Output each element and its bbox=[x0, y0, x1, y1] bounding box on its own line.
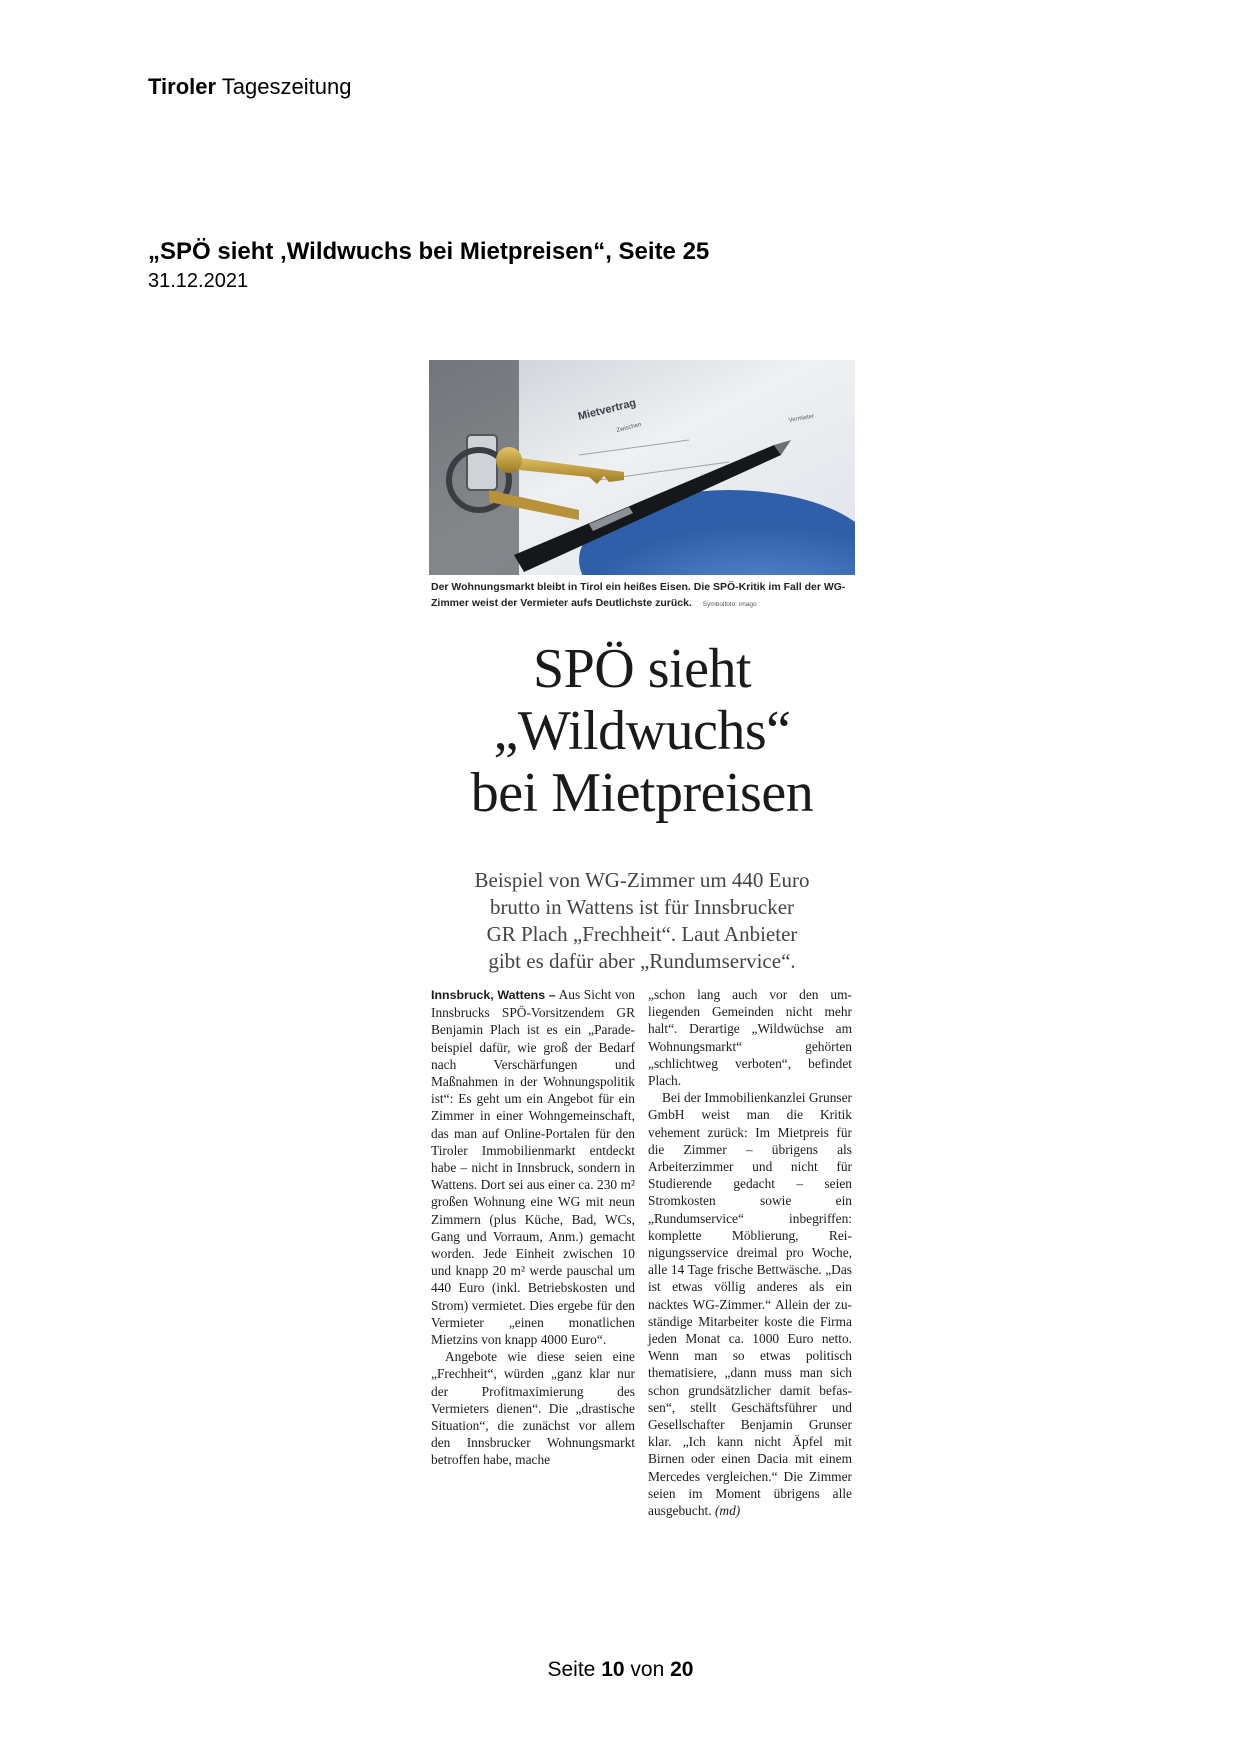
keys-and-pen-photo bbox=[429, 360, 855, 575]
contract-heading: Mietvertrag bbox=[576, 396, 638, 423]
footer-middle: von bbox=[630, 1658, 665, 1681]
subhead-line: Beispiel von WG-Zimmer um 440 Euro bbox=[474, 868, 810, 892]
headline-line: bei Mietpreisen bbox=[470, 762, 814, 824]
publication-name-rest: Tageszeitung bbox=[221, 74, 352, 99]
article-headline bbox=[429, 638, 855, 824]
footer-prefix: Seite bbox=[547, 1658, 596, 1681]
subhead-line: brutto in Wattens ist für Innsbrucker bbox=[489, 895, 795, 919]
article-subhead bbox=[429, 867, 855, 975]
publication-name bbox=[148, 74, 351, 100]
headline-line: SPÖ sieht bbox=[533, 638, 751, 700]
document-title: „SPÖ sieht ‚Wildwuchs bei Mietpreisen“, Seite 25 bbox=[148, 238, 710, 265]
author-initials: (md) bbox=[714, 1503, 741, 1519]
publication-name-bold: Tiroler bbox=[148, 74, 217, 99]
article-paragraph: „schon lang auch vor den umliegenden Gemeinden nicht mehr halt“. Derartige „Wildwüchse am Wohnungsmarkt“ gehörten „schlichtweg verboten“, befindet Plach. bbox=[648, 987, 852, 1089]
headline-line: „Wildwuchs“ bbox=[493, 700, 791, 762]
page-footer bbox=[0, 1658, 1241, 1682]
contract-label-a: Zwischen bbox=[616, 421, 643, 434]
dateline: Innsbruck, Wattens – bbox=[431, 988, 556, 1002]
paragraph-text: Aus Sicht von Innsbrucks SPÖ-Vorsitzendem GR Benjamin Plach ist es ein „Paradebeispiel dafür, wie groß der Bedarf nach Verschärfungen und Maßnahmen in der Wohnungspolitik ist“: Es geht um ein Angebot für ein Zimmer in einer Wohngemeinschaft, das man auf Online-Portalen für den Tiroler Immobilienmarkt entdeckt habe – nicht in Innsbruck, sondern in Wattens. Dort sei aus einer ca. 230 m² großen Wohnung eine WG mit neun Zimmern (plus Küche, Bad, WCs, Gang und Vorraum, Anm.) gemacht worden. Jede Einheit zwischen 10 und knapp 20 m² werde pauschal um 440 Euro (inkl. Betriebskosten und Strom) vermietet. Dies ergebe für den Vermieter „einen monatlichen Mietzins von knapp 4000 Euro“. bbox=[431, 987, 635, 1348]
footer-page-number: 10 bbox=[601, 1658, 625, 1681]
article-paragraph: Angebote wie diese seien eine „Frechheit“, würden „ganz klar nur der Profitmaximierung des Vermieters dienen“. Die „drastische Situation“, die zunächst vor allem den Innsbrucker Wohnungsmarkt betroffen habe, mache bbox=[431, 1349, 635, 1468]
newspaper-clipping bbox=[429, 360, 855, 1600]
paragraph-text: Bei der Immobilienkanzlei Grunser GmbH weist man die Kritik vehement zurück: Im Mietpreis für die Zimmer – übrigens als Arbeiterzimmer und nicht für Studierende gedacht – seien Stromkosten sowie ein „Rundumservice“ inbegriffen: komplette Möblierung, Reinigungsservice dreimal pro Woche, alle 14 Tage frische Bettwäsche. „Das ist etwas völlig anderes als ein nacktes WG-Zimmer.“ Allein der zuständige Mitarbeiter koste die Firma jeden Monat ca. 1000 Euro netto. Wenn man so etwas politisch thematisiere, „dann muss man sich schon grundsätzlicher damit befassen“, stellt Geschäftsführer und Gesellschafter Benjamin Grunser klar. „Ich kann nicht Äpfel mit Birnen oder einen Dacia mit einem Mercedes vergleichen.“ Die Zimmer seien im Moment übrigens alle ausgebucht. bbox=[648, 1090, 853, 1519]
footer-page-total: 20 bbox=[670, 1658, 694, 1681]
photo-caption bbox=[431, 579, 853, 613]
article-column-right bbox=[648, 986, 852, 1519]
subhead-line: GR Plach „Frechheit“. Laut Anbieter bbox=[486, 922, 798, 946]
document-date: 31.12.2021 bbox=[148, 270, 249, 292]
article-photo bbox=[429, 360, 855, 575]
article-paragraph bbox=[431, 986, 635, 1348]
photo-credit: Symbolfoto: imago bbox=[702, 601, 757, 608]
article-paragraph bbox=[648, 1089, 852, 1519]
article-column-left bbox=[431, 986, 635, 1469]
subhead-line: gibt es dafür aber „Rundumservice“. bbox=[488, 949, 796, 973]
caption-text: Der Wohnungsmarkt bleibt in Tirol ein heißes Eisen. Die SPÖ-Kritik im Fall der WG-Zimmer weist der Vermieter aufs Deutlichste zurück. bbox=[431, 581, 846, 609]
contract-label-b: Vermieter bbox=[788, 413, 815, 424]
